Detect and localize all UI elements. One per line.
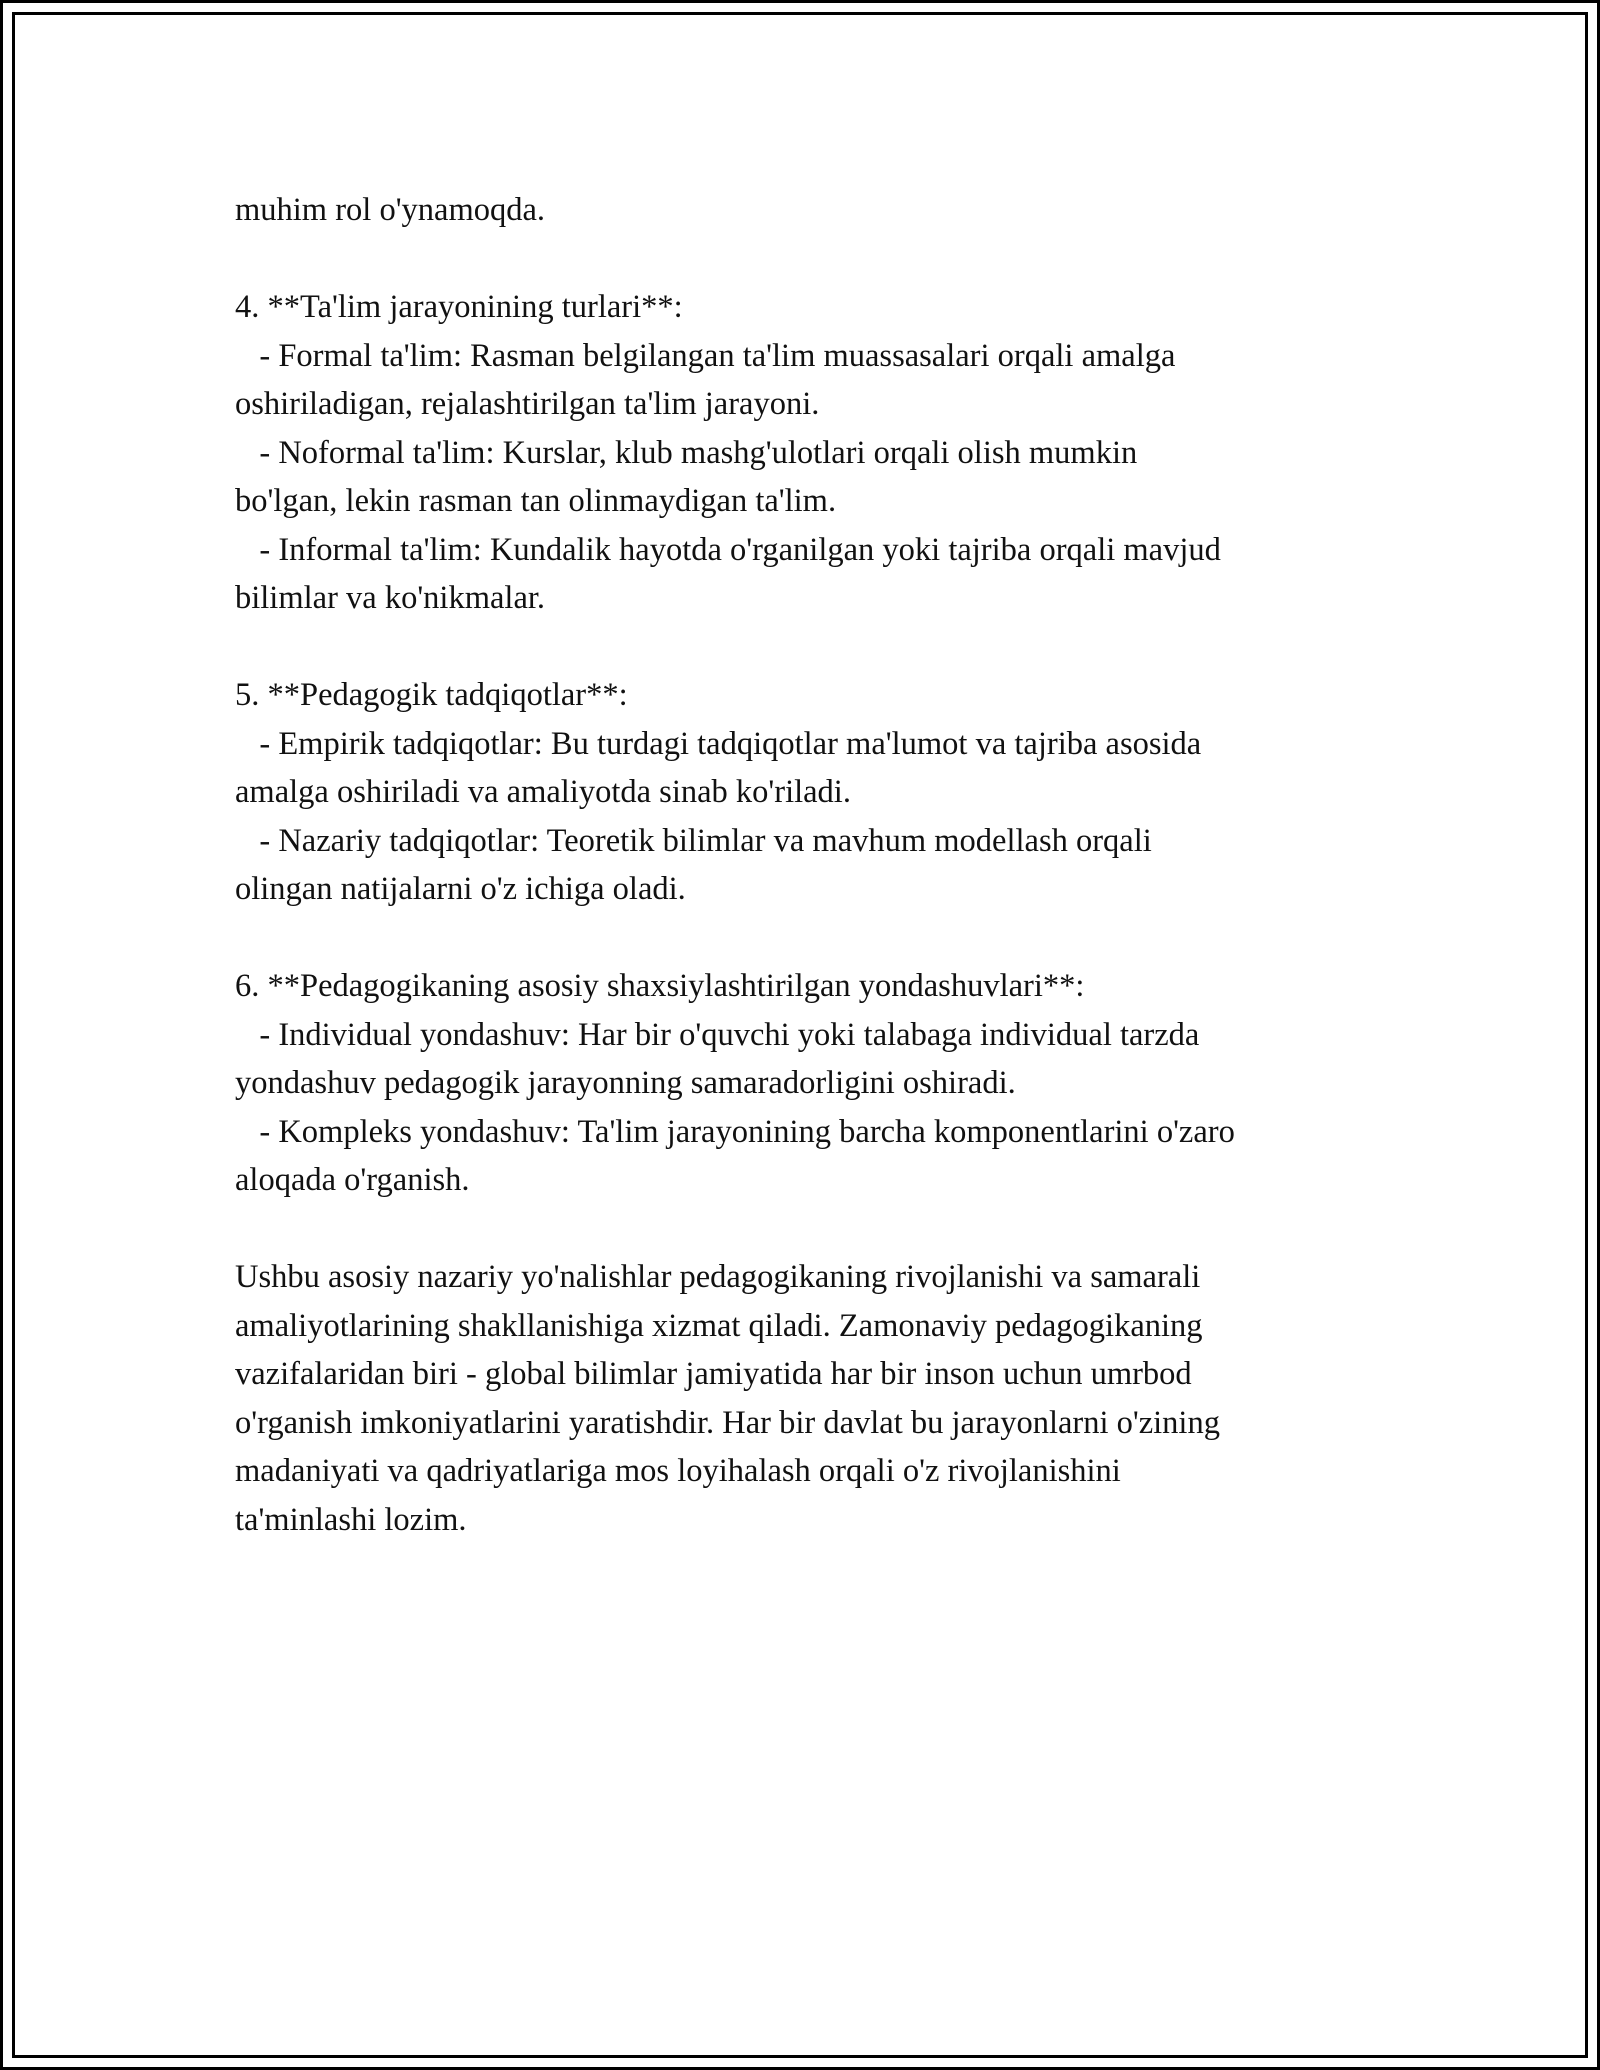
conclusion-line: amaliyotlarining shakllanishiga xizmat qiladi. Zamonaviy pedagogikaning [235,1307,1203,1344]
conclusion-line: madaniyati va qadriyatlariga mos loyihalash orqali o'z rivojlanishini [235,1453,1121,1489]
section-heading: 5. **Pedagogik tadqiqotlar**: [235,677,628,713]
section-heading: 6. **Pedagogikaning asosiy shaxsiylashtirilgan yondashuvlari**: [235,968,1085,1004]
text-line: olingan natijalarni o'z ichiga oladi. [235,871,686,907]
list-item: - Noformal ta'lim: Kurslar, klub mashg'ulotlari orqali olish mumkin [235,434,1138,471]
text-line: amalga oshiriladi va amaliyotda sinab ko'riladi. [235,774,851,810]
text-line: aloqada o'rganish. [235,1162,470,1198]
document-body [235,186,1395,1544]
paragraph-gap [235,623,1395,672]
paragraph-gap [235,1205,1395,1254]
list-item: - Kompleks yondashuv: Ta'lim jarayonining barcha komponentlarini o'zaro [235,1113,1235,1150]
list-item: - Empirik tadqiqotlar: Bu turdagi tadqiqotlar ma'lumot va tajriba asosida [235,725,1202,762]
paragraph-gap [235,235,1395,284]
paragraph-gap [235,914,1395,963]
list-item: - Formal ta'lim: Rasman belgilangan ta'lim muassasalari orqali amalga [235,337,1176,374]
text-line: yondashuv pedagogik jarayonning samaradorligini oshiradi. [235,1065,1016,1101]
conclusion-line: Ushbu asosiy nazariy yo'nalishlar pedagogikaning rivojlanishi va samarali [235,1259,1201,1295]
text-line: muhim rol o'ynamoqda. [235,192,546,228]
list-item: - Informal ta'lim: Kundalik hayotda o'rganilgan yoki tajriba orqali mavjud [235,531,1221,568]
list-item: - Individual yondashuv: Har bir o'quvchi yoki talabaga individual tarzda [235,1016,1200,1053]
text-line: bilimlar va ko'nikmalar. [235,580,546,616]
conclusion-line: vazifalaridan biri - global bilimlar jamiyatida har bir inson uchun umrbod [235,1356,1192,1392]
conclusion-line: ta'minlashi lozim. [235,1501,467,1538]
list-item: - Nazariy tadqiqotlar: Teoretik bilimlar va mavhum modellash orqali [235,822,1152,859]
conclusion-line: o'rganish imkoniyatlarini yaratishdir. Har bir davlat bu jarayonlarni o'zining [235,1404,1220,1441]
text-line: bo'lgan, lekin rasman tan olinmaydigan ta'lim. [235,483,837,519]
section-heading: 4. **Ta'lim jarayonining turlari**: [235,289,683,325]
text-line: oshiriladigan, rejalashtirilgan ta'lim jarayoni. [235,386,820,422]
